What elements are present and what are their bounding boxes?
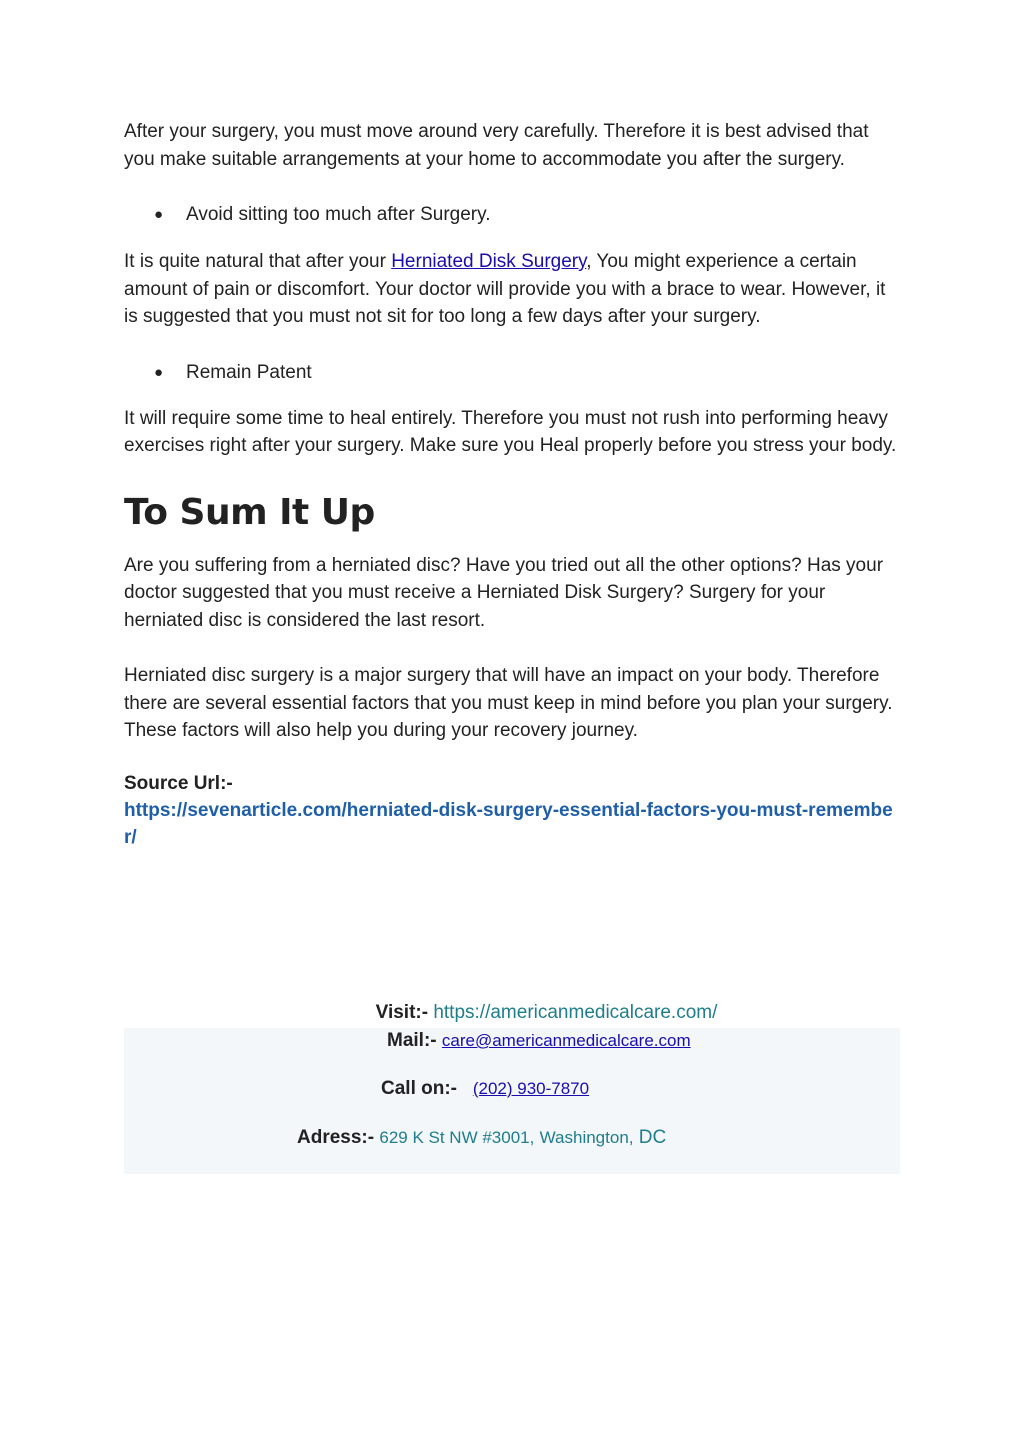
address-label: Adress:- — [297, 1127, 375, 1148]
paragraph-heal-entirely: It will require some time to heal entirely. Therefore you must not rush into performing heavy exercises right after your surgery. Make sure you Heal properly before you stress your body. — [124, 407, 897, 456]
visit-label: Visit:- — [375, 1002, 429, 1023]
paragraph-text-end: , You might experience a certain amount of pain or discomfort. Your doctor will provide you with a brace to wear. However, it is suggested that you must not sit for too long a few days after your surgery. — [124, 251, 886, 327]
mail-link[interactable]: care@americanmedicalcare.com — [441, 1031, 691, 1050]
bullet-icon: ● — [154, 206, 164, 223]
bullet-item-remain-patent — [124, 359, 904, 386]
paragraph-pain-discomfort — [124, 248, 904, 331]
section-heading: To Sum It Up — [124, 491, 375, 533]
contact-box — [124, 1028, 900, 1174]
bullet-item-avoid-sitting — [124, 201, 904, 228]
contact-visit-row — [0, 1000, 1024, 1026]
call-label: Call on:- — [381, 1078, 457, 1099]
address-row — [297, 1125, 666, 1151]
call-row — [381, 1076, 589, 1102]
visit-link[interactable]: https://americanmedicalcare.com/ — [433, 1002, 718, 1023]
herniated-disk-surgery-link[interactable]: Herniated Disk Surgery — [391, 251, 587, 272]
source-url-link[interactable]: https://sevenarticle.com/herniated-disk-surgery-essential-factors-you-must-remember/ — [124, 799, 893, 848]
phone-link[interactable]: (202) 930-7870 — [472, 1079, 590, 1098]
mail-row — [387, 1028, 691, 1054]
article-body — [124, 118, 904, 851]
address-street: 629 K St NW #3001, — [379, 1128, 535, 1147]
paragraph-suffering: Are you suffering from a herniated disc? Have you tried out all the other options? Has your doctor suggested that you must receive a Herniated Disk Surgery? Surgery for your herniated disc is considered the last resort. — [124, 554, 884, 631]
bullet-icon: ● — [154, 363, 164, 381]
mail-label: Mail:- — [387, 1030, 437, 1051]
address-state: DC — [638, 1127, 667, 1148]
paragraph-move-carefully: After your surgery, you must move around very carefully. Therefore it is best advised that you make suitable arrangements at your home to accommodate you after the surgery. — [124, 121, 869, 170]
paragraph-text-start: It is quite natural that after your — [124, 251, 392, 272]
paragraph-major-surgery: Herniated disc surgery is a major surgery that will have an impact on your body. Therefore there are several essential factors that you must keep in mind before you plan your surgery. These factors will also help you during your recovery journey. — [124, 665, 893, 741]
source-url-label: Source Url:- — [124, 772, 233, 794]
bullet-text: Avoid sitting too much after Surgery. — [186, 204, 491, 225]
bullet-text: Remain Patent — [186, 361, 312, 383]
address-city: Washington, — [539, 1128, 634, 1147]
